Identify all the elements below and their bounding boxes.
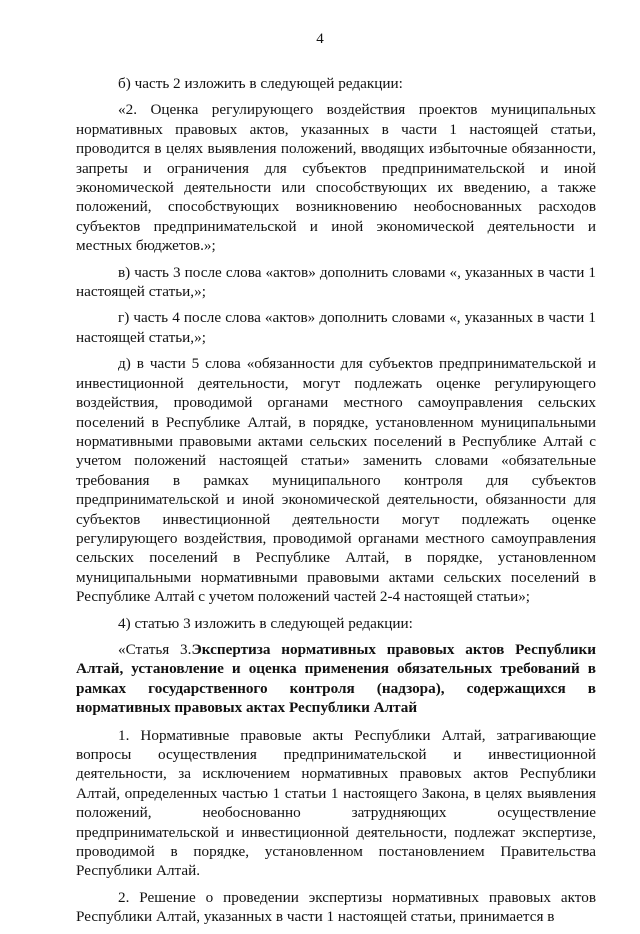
document-body xyxy=(76,74,596,934)
article-3-title: Экспертиза нормативных правовых актов Республики Алтай, установление и оценка применения обязательных требований в рамках государственного контроля (надзора), содержащихся в нормативных правовых актах Республики Алтай xyxy=(76,640,596,717)
paragraph-b: б) часть 2 изложить в следующей редакции: xyxy=(118,75,403,92)
paragraph-quote-2: «2. Оценка регулирующего воздействия проектов муниципальных нормативных правовых актов, указанных в части 1 настоящей статьи, проводится в целях выявления положений, вводящих избыточные обязанности, запреты и ограничения для субъектов предпринимательской и иной экономической деятельности или способствующих их введению, а также положений, способствующих возникновению необоснованных расходов субъектов предпринимательской и иной экономической деятельности и местных бюджетов.»; xyxy=(76,101,596,255)
page-number: 4 xyxy=(316,31,324,47)
paragraph-4: 4) статью 3 изложить в следующей редакции: xyxy=(118,614,413,632)
paragraph-article-3-part-1: 1. Нормативные правовые акты Республики Алтай, затрагивающие вопросы осуществления предпринимательской и инвестиционной деятельности, за исключением нормативных правовых актов Республики Алтай, определенных частью 1 статьи 1 настоящего Закона, в целях выявления положений, необоснованно затрудняющих осуществление предпринимательской и инвестиционной деятельности, подлежат экспертизе, проводимой в порядке, установленном постановлением Правительства Республики Алтай. xyxy=(76,726,596,880)
article-3-heading xyxy=(76,640,596,718)
paragraph-article-3-part-2: 2. Решение о проведении экспертизы нормативных правовых актов Республики Алтай, указанных в части 1 настоящей статьи, принимается в xyxy=(76,888,596,926)
paragraph-g: г) часть 4 после слова «актов» дополнить словами «, указанных в части 1 настоящей статьи,»; xyxy=(76,309,596,346)
article-3-prefix: «Статья 3. xyxy=(118,640,192,658)
paragraph-v: в) часть 3 после слова «актов» дополнить словами «, указанных в части 1 настоящей статьи,»; xyxy=(76,263,596,301)
paragraph-d: д) в части 5 слова «обязанности для субъектов предпринимательской и инвестиционной деятельности, могут подлежать оценке регулирующего воздействия, проводимой органами местного самоуправления сельских поселений в Республике Алтай, в порядке, установленном муниципальными нормативными правовыми актами сельских поселений в Республике Алтай с учетом положений настоящей статьи» заменить словами «обязательные требования в рамках муниципального контроля для субъектов предпринимательской и иной экономической деятельности, обязанности для субъектов инвестиционной деятельности могут подлежать оценке регулирующего воздействия, проводимой органами местного самоуправления сельских поселений в Республике Алтай, в порядке, установленном муниципальными нормативными правовыми актами сельских поселений в Республике Алтай с учетом положений частей 2-4 настоящей статьи»; xyxy=(76,355,596,606)
